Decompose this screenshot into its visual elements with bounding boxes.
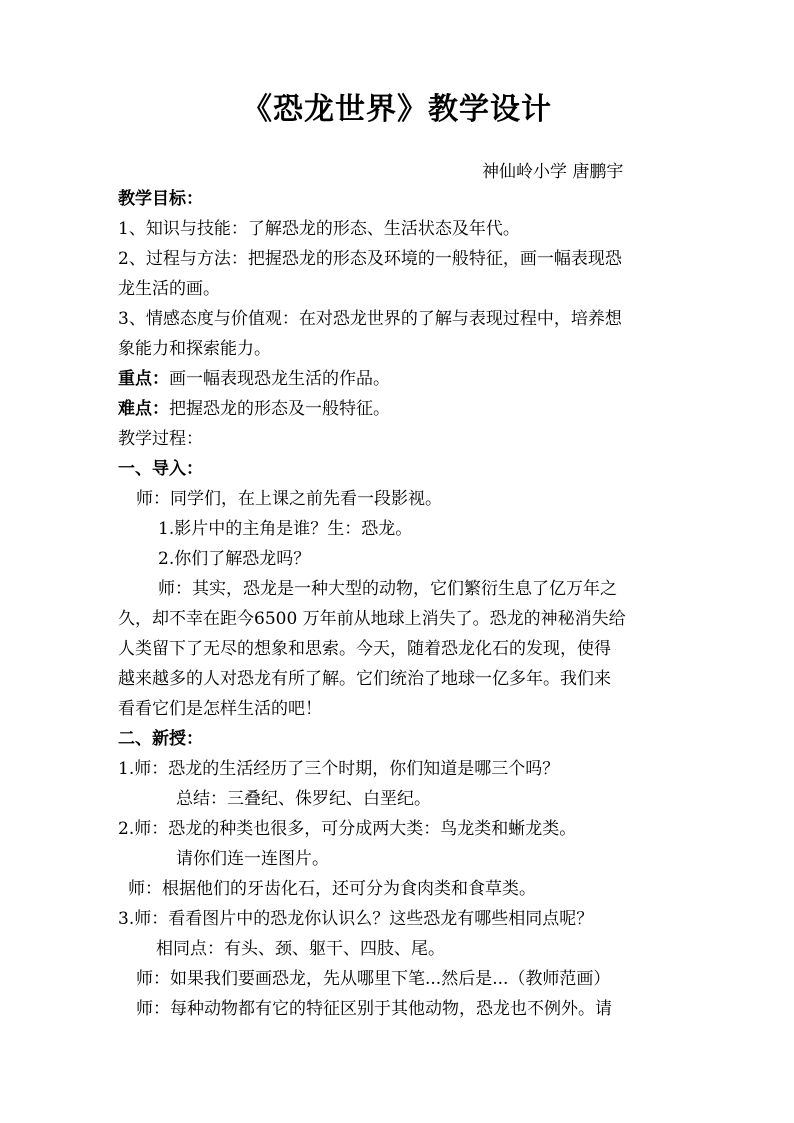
difficulty-label: 难点： bbox=[118, 399, 169, 419]
intro-para-3: 人类留下了无尽的想象和思索。今天，随着恐龙化石的发现，使得 bbox=[118, 639, 611, 659]
intro-para-2: 久，却不幸在距今6500 万年前从地球上消失了。恐龙的神秘消失给 bbox=[118, 609, 626, 629]
section-heading-objectives: 教学目标： bbox=[118, 189, 203, 209]
intro-question-1: 1.影片中的主角是谁？生：恐龙。 bbox=[158, 519, 413, 539]
key-point-line bbox=[118, 367, 390, 391]
new-item-3-draw: 师：如果我们要画恐龙，先从哪里下笔...然后是...（教师范画） bbox=[136, 969, 611, 989]
new-item-1: 1.师：恐龙的生活经历了三个时期，你们知道是哪三个吗？ bbox=[118, 759, 560, 779]
intro-question-2: 2.你们了解恐龙吗？ bbox=[158, 549, 311, 569]
new-item-3: 3.师：看看图片中的恐龙你认识么？这些恐龙有哪些相同点呢？ bbox=[118, 909, 594, 929]
section-heading-intro: 一、导入： bbox=[118, 459, 203, 479]
objective-3-cont: 象能力和探索能力。 bbox=[118, 339, 271, 359]
intro-line-1: 师：同学们，在上课之前先看一段影视。 bbox=[136, 489, 442, 509]
intro-para-5: 看看它们是怎样生活的吧！ bbox=[118, 699, 322, 719]
document-title: 《恐龙世界》教学设计 bbox=[242, 92, 552, 127]
intro-para-4: 越来越多的人对恐龙有所了解。它们统治了地球一亿多年。我们来 bbox=[118, 669, 611, 689]
objective-3: 3、情感态度与价值观：在对恐龙世界的了解与表现过程中，培养想 bbox=[118, 309, 622, 329]
new-item-2: 2.师：恐龙的种类也很多，可分成两大类：鸟龙类和蜥龙类。 bbox=[118, 819, 577, 839]
new-item-3-feature: 师：每种动物都有它的特征区别于其他动物，恐龙也不例外。请 bbox=[136, 999, 612, 1019]
key-point-text: 画一幅表现恐龙生活的作品。 bbox=[169, 369, 390, 389]
author-line: 神仙岭小学 唐鹏宇 bbox=[482, 162, 624, 182]
section-heading-new: 二、新授： bbox=[118, 729, 203, 749]
objective-2: 2、过程与方法：把握恐龙的形态及环境的一般特征，画一幅表现恐 bbox=[118, 249, 622, 269]
new-item-1-summary: 总结：三叠纪、侏罗纪、白垩纪。 bbox=[176, 789, 431, 809]
new-item-3-common: 相同点：有头、颈、躯干、四肢、尾。 bbox=[156, 939, 445, 959]
new-item-2-note: 师：根据他们的牙齿化石，还可分为食肉类和食草类。 bbox=[128, 879, 536, 899]
intro-para-1: 师：其实，恐龙是一种大型的动物，它们繁衍生息了亿万年之 bbox=[158, 579, 617, 599]
objective-1: 1、知识与技能：了解恐龙的形态、生活状态及年代。 bbox=[118, 219, 520, 239]
difficulty-text: 把握恐龙的形态及一般特征。 bbox=[169, 399, 390, 419]
key-point-label: 重点： bbox=[118, 369, 169, 389]
difficulty-line bbox=[118, 397, 390, 421]
section-heading-process: 教学过程： bbox=[118, 429, 203, 449]
objective-2-cont: 龙生活的画。 bbox=[118, 279, 220, 299]
new-item-2-task: 请你们连一连图片。 bbox=[176, 849, 329, 869]
